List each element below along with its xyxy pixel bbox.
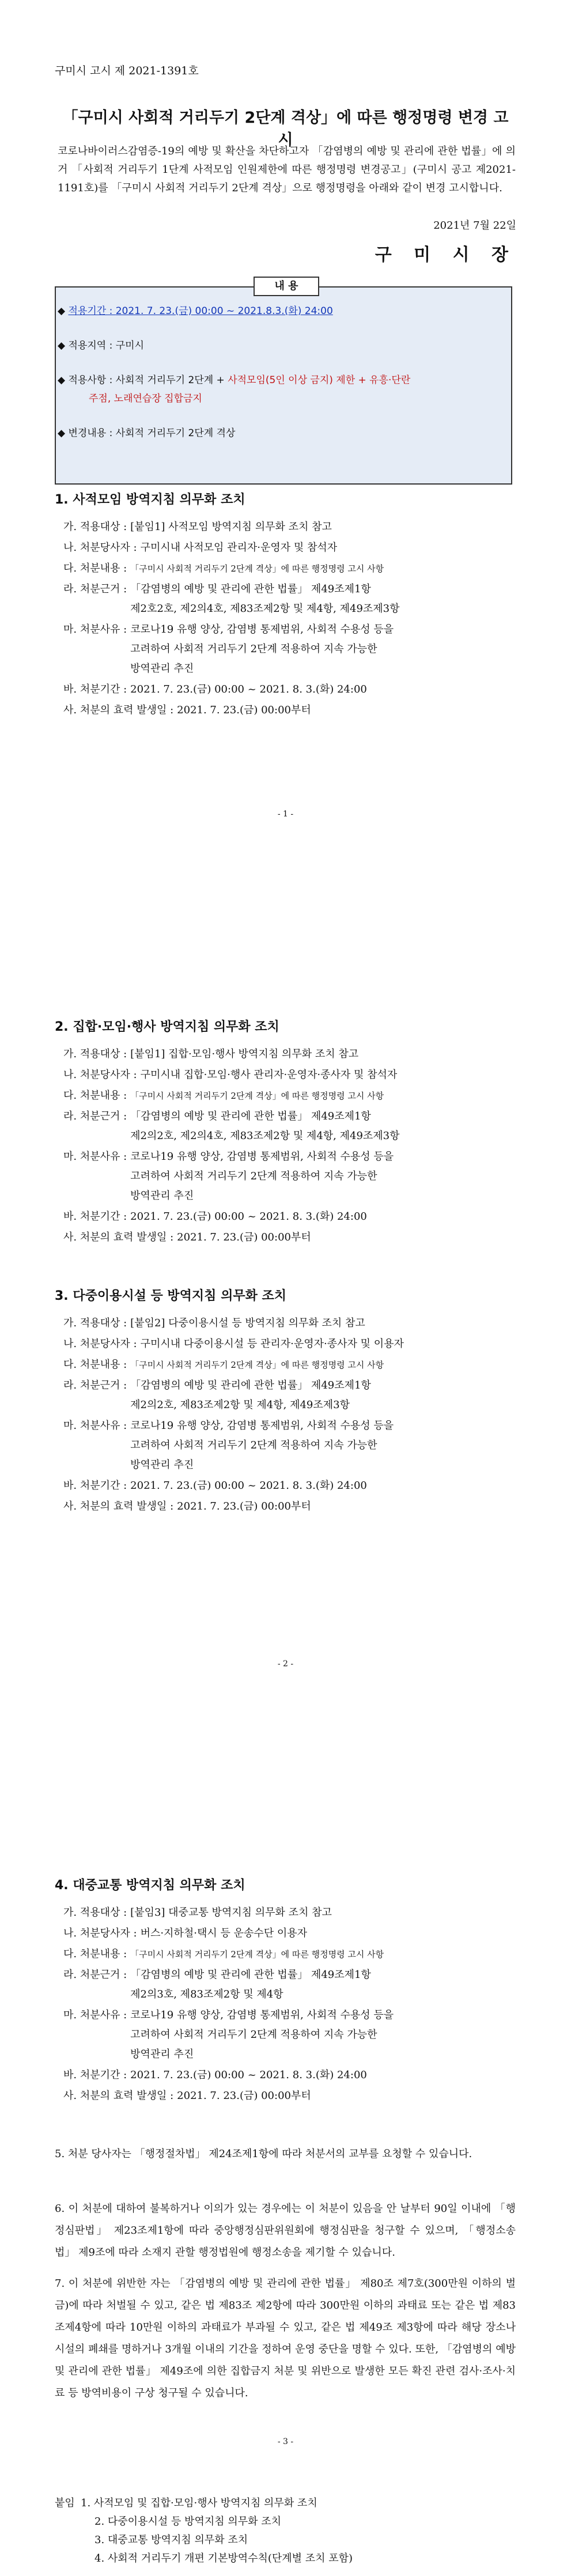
page-number: - 1 - — [277, 810, 294, 819]
row-value: 구미시내 집합·모임·행사 관리자·운영자·종사자 및 참석자 — [140, 1069, 398, 1081]
row-label: 사. 처분의 효력 발생일 : — [63, 2090, 174, 2102]
summary-matter-cont: 주점, 노래연습장 집합금지 — [89, 393, 202, 404]
row-value: 2021. 7. 23.(금) 00:00부터 — [177, 2090, 311, 2102]
section-row — [63, 620, 519, 679]
row-label: 나. 처분당사자 : — [63, 1927, 137, 1939]
section-row — [63, 1314, 519, 1333]
section-row — [63, 1065, 519, 1085]
row-label: 나. 처분당사자 : — [63, 1338, 137, 1350]
row-label: 마. 처분사유 : — [63, 1420, 127, 1432]
row-label: 가. 적용대상 : — [63, 1907, 127, 1919]
row-value: 2021. 7. 23.(금) 00:00부터 — [177, 704, 311, 716]
row-label: 다. 처분내용 : — [63, 1359, 127, 1371]
attachments-label: 붙임 — [55, 2497, 75, 2509]
row-value: 2021. 7. 23.(금) 00:00부터 — [177, 1500, 311, 1512]
intro-paragraph: 코로나바이러스감염증-19의 예방 및 확산을 차단하고자 「감염병의 예방 및 관리에 관한 법률」에 의거 「사회적 거리두기 1단계 사적모임 인원제한에 따른 행정명령 변경공고」(구미시 공고 제2021-1191호)를 「구미시 사회적 거리두기 2단계 격상」으로 행정명령을 아래와 같이 변경 고시합니다. — [58, 145, 516, 194]
row-value: [붙임1] 집합·모임·행사 방역지침 의무화 조치 참고 — [130, 1048, 359, 1060]
row-label: 마. 처분사유 : — [63, 1151, 127, 1163]
row-value: 「감염병의 예방 및 관리에 관한 법률」 제49조제1항 제2호2호, 제2의4호, 제83조제2항 및 제4항, 제49조제3항 — [130, 583, 400, 615]
section-row — [63, 1476, 519, 1496]
bullet-icon: ◆ — [58, 428, 69, 439]
section-row — [63, 2086, 519, 2106]
row-label: 라. 처분근거 : — [63, 583, 127, 595]
section-heading: 2. 집합·모임·행사 방역지침 의무화 조치 — [55, 1020, 279, 1034]
row-label: 바. 처분기간 : — [63, 1211, 127, 1223]
row-label: 라. 처분근거 : — [63, 1110, 127, 1122]
row-value: 「감염병의 예방 및 관리에 관한 법률」 제49조제1항 제2의2호, 제83조제2항 및 제4항, 제49조제3항 — [130, 1379, 371, 1411]
row-label: 바. 처분기간 : — [63, 683, 127, 695]
section-row — [63, 559, 519, 578]
section-row — [63, 538, 519, 558]
attachment-4: 4. 사회적 거리두기 개편 기본방역수칙(단계별 조치 포함) — [94, 2552, 353, 2564]
attachment-1: 1. 사적모임 및 집합·모임·행사 방역지침 의무화 조치 — [81, 2497, 317, 2509]
row-value: 구미시내 다중이용시설 등 관리자·운영자·종사자 및 이용자 — [140, 1338, 404, 1350]
section-row — [63, 1228, 519, 1247]
section-1 — [0, 490, 571, 721]
row-label: 가. 적용대상 : — [63, 1048, 127, 1060]
row-label: 라. 처분근거 : — [63, 1379, 127, 1391]
section-row — [63, 1086, 519, 1106]
section-row — [63, 1965, 519, 2004]
row-value: [붙임1] 사적모임 방역지침 의무화 조치 참고 — [130, 521, 332, 533]
row-value: 「구미시 사회적 거리두기 2단계 격상」에 따른 행정명령 고시 사항 — [130, 563, 384, 574]
row-label: 가. 적용대상 : — [63, 521, 127, 533]
section-row — [63, 1497, 519, 1516]
row-value: 2021. 7. 23.(금) 00:00 ~ 2021. 8. 3.(화) 24:00 — [130, 683, 367, 695]
doc-number: 구미시 고시 제 2021-1391호 — [55, 65, 199, 77]
section-row — [63, 2006, 519, 2064]
row-label: 다. 처분내용 : — [63, 1090, 127, 1102]
section-heading: 1. 사적모임 방역지침 의무화 조치 — [55, 493, 245, 507]
row-value: 「구미시 사회적 거리두기 2단계 격상」에 따른 행정명령 고시 사항 — [130, 1091, 384, 1101]
row-value: [붙임3] 대중교통 방역지침 의무화 조치 참고 — [130, 1907, 332, 1919]
page-number: - 3 - — [277, 2437, 294, 2446]
section-row — [63, 1903, 519, 1923]
section-2 — [0, 1017, 571, 1249]
row-value: 「구미시 사회적 거리두기 2단계 격상」에 따른 행정명령 고시 사항 — [130, 1949, 384, 1960]
section-heading: 4. 대중교통 방역지침 의무화 조치 — [55, 1878, 245, 1893]
row-label: 마. 처분사유 : — [63, 2009, 127, 2021]
row-label: 사. 처분의 효력 발생일 : — [63, 1500, 174, 1512]
row-value: 2021. 7. 23.(금) 00:00 ~ 2021. 8. 3.(화) 24:00 — [130, 1211, 367, 1223]
section-row — [63, 1376, 519, 1415]
summary-area: ◆ 적용지역 : 구미시 — [58, 340, 144, 351]
row-label: 라. 처분근거 : — [63, 1969, 127, 1981]
section-heading: 3. 다중이용시설 등 방역지침 의무화 조치 — [55, 1289, 286, 1303]
summary-period: ◆ 적용기간 : 2021. 7. 23.(금) 00:00 ~ 2021.8.3.(화) 24:00 — [58, 305, 333, 317]
row-label: 다. 처분내용 : — [63, 562, 127, 574]
page-title: 「구미시 사회적 거리두기 2단계 격상」에 따른 행정명령 변경 고시 — [62, 109, 509, 149]
row-value: 코로나19 유행 양상, 감염병 통제범위, 사회적 수용성 등을 고려하여 사회적 거리두기 2단계 적용하여 지속 가능한 방역관리 추진 — [130, 1151, 394, 1202]
section-row — [63, 1045, 519, 1064]
notice-date: 2021년 7월 22일 — [433, 220, 516, 232]
summary-matter: ◆ 적용사항 : 사회적 거리두기 2단계 + 사적모임(5인 이상 금지) 제한 + 유흥·단란 — [58, 375, 411, 386]
row-value: 2021. 7. 23.(금) 00:00 ~ 2021. 8. 3.(화) 24:00 — [130, 2069, 367, 2081]
row-label: 가. 적용대상 : — [63, 1317, 127, 1329]
row-label: 사. 처분의 효력 발생일 : — [63, 1231, 174, 1243]
section-row — [63, 1416, 519, 1475]
row-label: 사. 처분의 효력 발생일 : — [63, 704, 174, 716]
row-label: 나. 처분당사자 : — [63, 1069, 137, 1081]
section-row — [63, 580, 519, 619]
section-row — [63, 1207, 519, 1227]
row-value: 코로나19 유행 양상, 감염병 통제범위, 사회적 수용성 등을 고려하여 사회적 거리두기 2단계 적용하여 지속 가능한 방역관리 추진 — [130, 1420, 394, 1471]
row-value: 「구미시 사회적 거리두기 2단계 격상」에 따른 행정명령 고시 사항 — [130, 1360, 384, 1370]
row-label: 바. 처분기간 : — [63, 1480, 127, 1492]
summary-box-label: 내 용 — [254, 277, 319, 296]
page-number: - 2 - — [277, 1659, 294, 1669]
section-row — [63, 2066, 519, 2085]
section-row — [63, 517, 519, 537]
section-row — [63, 1147, 519, 1206]
row-label: 바. 처분기간 : — [63, 2069, 127, 2081]
section-row — [63, 1355, 519, 1375]
note-7: 7. 이 처분에 위반한 자는 「감염병의 예방 및 관리에 관한 법률」 제80조 제7호(300만원 이하의 벌금)에 따라 처벌될 수 있고, 같은 법 제83조 제2항에 따라 300만원 이하의 과태료 또는 같은 법 제83조제4항에 따라 10만원 이하의 과태료가 부과될 수 있고, 같은 법 제49조 제3항에 따라 해당 장소나 시설의 폐쇄를 명하거나 3개월 이내의 기간을 정하여 운영 중단을 명할 수 있다. 또한, 「감염병의 예방 및 관리에 관한 법률」 제49조에 의한 집합금지 처분 및 위반으로 발생한 모든 확진 관련 검사·조사·치료 등 방역비용이 구상 청구될 수 있습니다. — [55, 2278, 516, 2399]
note-6: 6. 이 처분에 대하여 불복하거나 이의가 있는 경우에는 이 처분이 있음을 안 날부터 90일 이내에 「행정심판법」 제23조제1항에 따라 중앙행정심판위원회에 행정심판을 청구할 수 있으며, 「행정소송법」 제9조에 따라 소재지 관할 행정법원에 행정소송을 제기할 수 있습니다. — [55, 2203, 516, 2259]
section-row — [63, 1945, 519, 1964]
section-row — [63, 1924, 519, 1943]
row-label: 다. 처분내용 : — [63, 1948, 127, 1960]
row-value: 「감염병의 예방 및 관리에 관한 법률」 제49조제1항 제2의3호, 제83조제2항 및 제4항 — [130, 1969, 371, 2000]
note-5: 5. 처분 당사자는 「행정절차법」 제24조제1항에 따라 처분서의 교부를 요청할 수 있습니다. — [55, 2148, 472, 2160]
issuer-name: 구 미 시 장 — [375, 245, 516, 265]
section-row — [63, 680, 519, 699]
row-value: 코로나19 유행 양상, 감염병 통제범위, 사회적 수용성 등을 고려하여 사회적 거리두기 2단계 적용하여 지속 가능한 방역관리 추진 — [130, 2009, 394, 2060]
section-row — [63, 1334, 519, 1354]
bullet-icon: ◆ — [58, 305, 69, 317]
section-4 — [0, 1875, 571, 2107]
row-value: 구미시내 사적모임 관리자·운영자 및 참석자 — [140, 542, 338, 554]
row-value: 2021. 7. 23.(금) 00:00부터 — [177, 1231, 311, 1243]
section-3 — [0, 1286, 571, 1518]
row-value: 2021. 7. 23.(금) 00:00 ~ 2021. 8. 3.(화) 24:00 — [130, 1480, 367, 1492]
row-label: 마. 처분사유 : — [63, 623, 127, 636]
section-row — [63, 1107, 519, 1146]
attachment-3: 3. 대중교통 방역지침 의무화 조치 — [94, 2534, 248, 2546]
attachment-2: 2. 다중이용시설 등 방역지침 의무화 조치 — [94, 2516, 281, 2528]
row-label: 나. 처분당사자 : — [63, 542, 137, 554]
row-value: 「감염병의 예방 및 관리에 관한 법률」 제49조제1항 제2의2호, 제2의4호, 제83조제2항 및 제4항, 제49조제3항 — [130, 1110, 400, 1142]
row-value: 코로나19 유행 양상, 감염병 통제범위, 사회적 수용성 등을 고려하여 사회적 거리두기 2단계 적용하여 지속 가능한 방역관리 추진 — [130, 623, 394, 675]
section-row — [63, 701, 519, 720]
bullet-icon: ◆ — [58, 340, 69, 351]
row-value: 버스·지하철·택시 등 운송수단 이용자 — [140, 1927, 307, 1939]
row-value: [붙임2] 다중이용시설 등 방역지침 의무화 조치 참고 — [130, 1317, 365, 1329]
summary-change: ◆ 변경내용 : 사회적 거리두기 2단계 격상 — [58, 428, 236, 439]
bullet-icon: ◆ — [58, 375, 69, 386]
